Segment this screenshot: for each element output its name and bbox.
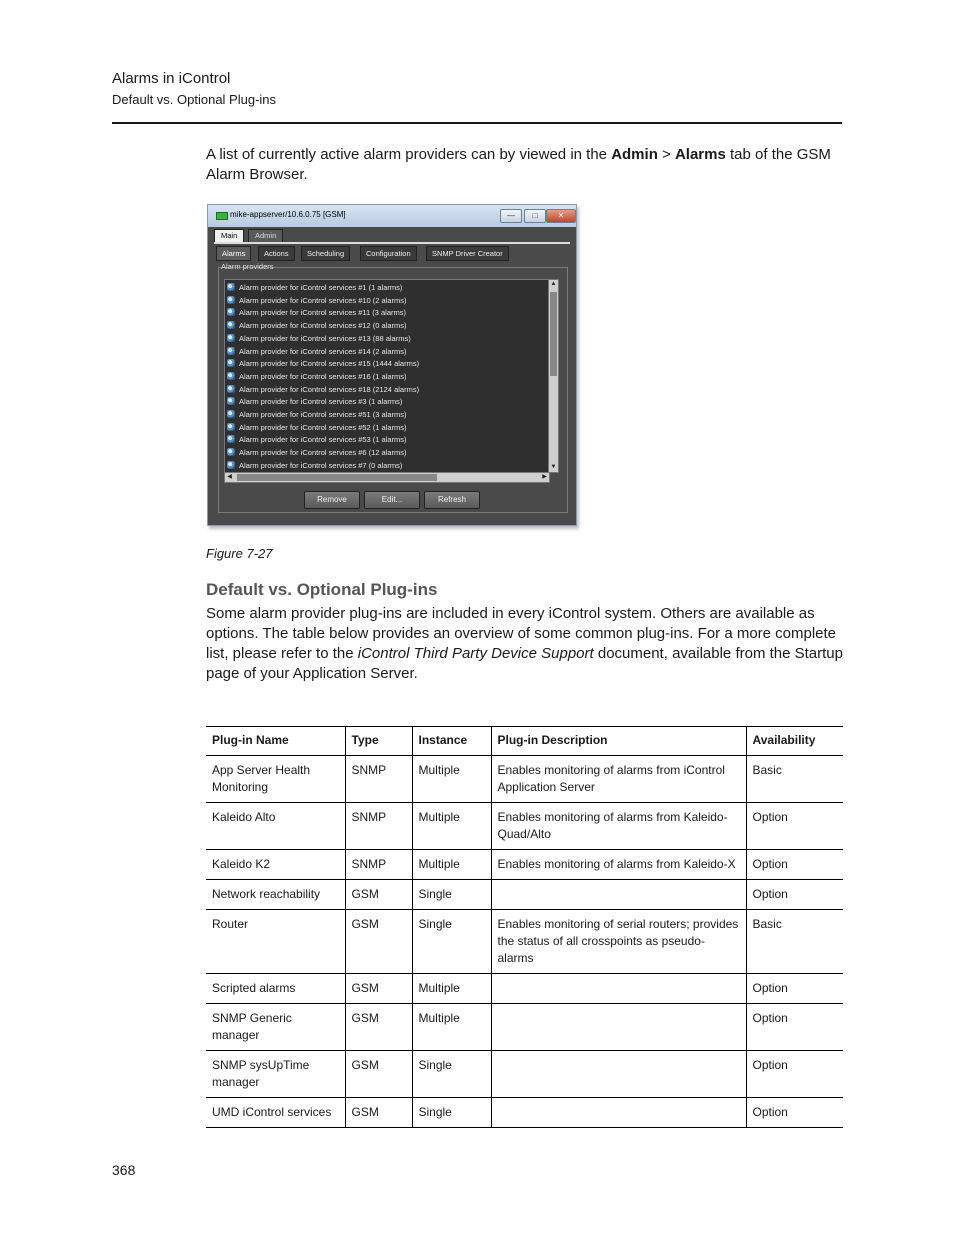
alarm-providers-label: Alarm providers xyxy=(221,262,274,271)
cell-availability: Option xyxy=(746,974,843,1004)
table-row xyxy=(206,756,843,803)
horizontal-scrollbar[interactable] xyxy=(224,472,550,483)
cell-instance: Multiple xyxy=(412,1004,491,1051)
maximize-button[interactable]: □ xyxy=(524,209,546,223)
cell-availability: Option xyxy=(746,880,843,910)
col-header-instance: Instance xyxy=(412,727,491,756)
tab-admin[interactable]: Admin xyxy=(248,229,283,243)
intro-paragraph: A list of currently active alarm providers can by viewed in the Admin > Alarms tab of the GSM Alarm Browser. xyxy=(206,146,831,183)
cell-description xyxy=(491,974,746,1004)
cell-type: GSM xyxy=(345,1004,412,1051)
scroll-up-icon[interactable]: ▲ xyxy=(550,281,557,287)
cell-type: SNMP xyxy=(345,756,412,803)
sub-tab-divider xyxy=(214,242,570,244)
cell-instance: Single xyxy=(412,1051,491,1098)
cell-instance: Single xyxy=(412,1098,491,1128)
table-row xyxy=(206,1098,843,1128)
list-item[interactable]: Alarm provider for iControl services #15 (1444 alarms) xyxy=(227,358,419,370)
cell-plugin-name: Router xyxy=(206,910,345,974)
plugin-icon xyxy=(227,296,235,304)
cell-plugin-name: UMD iControl services xyxy=(206,1098,345,1128)
list-item[interactable]: Alarm provider for iControl services #1 (1 alarms) xyxy=(227,282,402,294)
gsm-alarm-browser-window xyxy=(207,204,577,526)
plugin-icon xyxy=(227,359,235,367)
list-item[interactable]: Alarm provider for iControl services #16 (1 alarms) xyxy=(227,371,407,383)
list-item[interactable]: Alarm provider for iControl services #7 (0 alarms) xyxy=(227,460,402,472)
cell-type: GSM xyxy=(345,1098,412,1128)
scroll-left-icon[interactable]: ◀ xyxy=(227,474,232,480)
tab-alarms[interactable]: Alarms xyxy=(216,246,251,261)
table-row xyxy=(206,1051,843,1098)
figure-caption: Figure 7-27 xyxy=(206,546,273,561)
list-item[interactable]: Alarm provider for iControl services #12 (0 alarms) xyxy=(227,320,407,332)
cell-plugin-name: Network reachability xyxy=(206,880,345,910)
plugin-icon xyxy=(227,321,235,329)
table-row xyxy=(206,1004,843,1051)
header-divider xyxy=(112,122,842,124)
tab-scheduling[interactable]: Scheduling xyxy=(301,246,350,261)
plugin-icon xyxy=(227,410,235,418)
cell-description xyxy=(491,1004,746,1051)
cell-description: Enables monitoring of alarms from Kaleido-Quad/Alto xyxy=(491,803,746,850)
app-icon xyxy=(216,212,228,220)
list-item[interactable]: Alarm provider for iControl services #53 (1 alarms) xyxy=(227,434,407,446)
cell-plugin-name: Kaleido K2 xyxy=(206,850,345,880)
cell-description: Enables monitoring of alarms from Kaleido-X xyxy=(491,850,746,880)
cell-type: GSM xyxy=(345,1051,412,1098)
vertical-scrollbar[interactable] xyxy=(548,279,559,473)
cell-instance: Single xyxy=(412,880,491,910)
table-row xyxy=(206,850,843,880)
page-number: 368 xyxy=(112,1162,136,1178)
cell-availability: Option xyxy=(746,1051,843,1098)
cell-plugin-name: SNMP sysUpTime manager xyxy=(206,1051,345,1098)
list-item[interactable]: Alarm provider for iControl services #52 (1 alarms) xyxy=(227,422,407,434)
body-paragraph: Some alarm provider plug-ins are included in every iControl system. Others are available as options. The table below provides an overview of some common plug-ins. For a more complete list, please refer to the iControl Third Party Device Support document, available from the Startup page of your Application Server. xyxy=(206,605,843,682)
refresh-button[interactable]: Refresh xyxy=(424,491,480,509)
plugin-icon xyxy=(227,397,235,405)
list-item[interactable]: Alarm provider for iControl services #3 (1 alarms) xyxy=(227,396,402,408)
cell-type: GSM xyxy=(345,974,412,1004)
scroll-thumb[interactable] xyxy=(237,474,437,481)
cell-type: GSM xyxy=(345,880,412,910)
table-row xyxy=(206,910,843,974)
col-header-type: Type xyxy=(345,727,412,756)
plugins-table xyxy=(206,726,843,1128)
list-item[interactable]: Alarm provider for iControl services #10 (2 alarms) xyxy=(227,295,407,307)
tab-snmp-driver-creator[interactable]: SNMP Driver Creator xyxy=(426,246,509,261)
cell-availability: Option xyxy=(746,803,843,850)
list-item[interactable]: Alarm provider for iControl services #6 (12 alarms) xyxy=(227,447,407,459)
cell-availability: Option xyxy=(746,1004,843,1051)
cell-type: SNMP xyxy=(345,850,412,880)
plugin-icon xyxy=(227,461,235,469)
plugin-icon xyxy=(227,423,235,431)
tab-actions[interactable]: Actions xyxy=(258,246,295,261)
col-header-availability: Availability xyxy=(746,727,843,756)
tab-configuration[interactable]: Configuration xyxy=(360,246,417,261)
tab-main[interactable]: Main xyxy=(214,229,244,243)
plugin-icon xyxy=(227,283,235,291)
plugin-icon xyxy=(227,372,235,380)
list-item[interactable]: Alarm provider for iControl services #51 (3 alarms) xyxy=(227,409,407,421)
cell-availability: Basic xyxy=(746,756,843,803)
remove-button[interactable]: Remove xyxy=(304,491,360,509)
cell-description: Enables monitoring of alarms from iControl Application Server xyxy=(491,756,746,803)
col-header-description: Plug-in Description xyxy=(491,727,746,756)
cell-plugin-name: App Server Health Monitoring xyxy=(206,756,345,803)
plugin-icon xyxy=(227,347,235,355)
col-header-plugin-name: Plug-in Name xyxy=(206,727,345,756)
cell-plugin-name: SNMP Generic manager xyxy=(206,1004,345,1051)
edit-button[interactable]: Edit... xyxy=(364,491,420,509)
plugin-icon xyxy=(227,385,235,393)
cell-instance: Multiple xyxy=(412,850,491,880)
scroll-right-icon[interactable]: ▶ xyxy=(542,474,547,480)
scroll-thumb[interactable] xyxy=(550,292,557,376)
cell-description xyxy=(491,880,746,910)
running-header-section: Default vs. Optional Plug-ins xyxy=(112,92,277,107)
scroll-down-icon[interactable]: ▼ xyxy=(550,464,557,470)
list-item[interactable]: Alarm provider for iControl services #18 (2124 alarms) xyxy=(227,384,419,396)
plugin-icon xyxy=(227,435,235,443)
cell-instance: Multiple xyxy=(412,974,491,1004)
cell-description xyxy=(491,1098,746,1128)
running-header-chapter: Alarms in iControl xyxy=(112,70,231,87)
table-header-row xyxy=(206,727,843,756)
close-button[interactable]: ✕ xyxy=(546,209,576,223)
cell-instance: Single xyxy=(412,910,491,974)
cell-type: SNMP xyxy=(345,803,412,850)
cell-availability: Option xyxy=(746,1098,843,1128)
minimize-button[interactable]: — xyxy=(500,209,522,223)
cell-instance: Multiple xyxy=(412,756,491,803)
cell-plugin-name: Scripted alarms xyxy=(206,974,345,1004)
window-titlebar[interactable] xyxy=(208,205,576,227)
table-row xyxy=(206,803,843,850)
cell-plugin-name: Kaleido Alto xyxy=(206,803,345,850)
section-heading: Default vs. Optional Plug-ins xyxy=(206,580,438,599)
plugin-icon xyxy=(227,448,235,456)
cell-instance: Multiple xyxy=(412,803,491,850)
alarm-providers-list[interactable] xyxy=(224,279,550,473)
table-row xyxy=(206,880,843,910)
cell-description xyxy=(491,1051,746,1098)
plugin-icon xyxy=(227,334,235,342)
cell-description: Enables monitoring of serial routers; provides the status of all crosspoints as pseudo-alarms xyxy=(491,910,746,974)
window-title: mike-appserver/10.6.0.75 [GSM] xyxy=(230,210,346,219)
cell-type: GSM xyxy=(345,910,412,974)
plugin-icon xyxy=(227,308,235,316)
cell-availability: Option xyxy=(746,850,843,880)
list-item[interactable]: Alarm provider for iControl services #11 (3 alarms) xyxy=(227,307,406,319)
list-item[interactable]: Alarm provider for iControl services #14 (2 alarms) xyxy=(227,346,407,358)
cell-availability: Basic xyxy=(746,910,843,974)
table-row xyxy=(206,974,843,1004)
list-item[interactable]: Alarm provider for iControl services #13 (88 alarms) xyxy=(227,333,411,345)
